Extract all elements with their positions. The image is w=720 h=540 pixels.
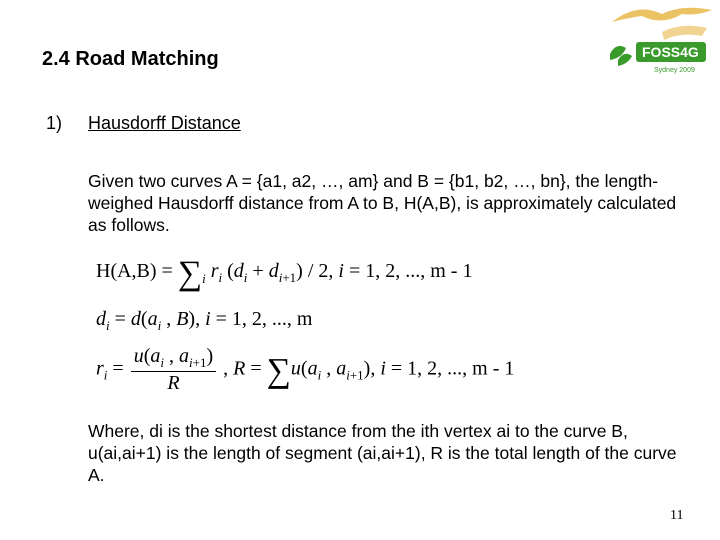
intro-paragraph: Given two curves A = {a1, a2, …, am} and B = {b1, b2, …, bn}, the length-weighed Hausdorff distance from A to B, H(A,B), is approximately calculated as follows. [88, 171, 677, 235]
page-number: 11 [670, 508, 684, 523]
list-number: 1) [46, 113, 63, 133]
svg-text:Sydney 2009: Sydney 2009 [654, 67, 695, 74]
svg-text:FOSS4G: FOSS4G [642, 44, 699, 60]
ratio-formula: $r_i$ = $\frac{u(a_i , a_{i+1})}{R}$ , $R = \sum u(a_i$ , $a_{i+1}$), i = 1, 2, ..., m - 1 [96, 345, 515, 394]
hausdorff-formula: $H(A,B) = \sum_i$ $r_i$ $(d_i + d_{i+1}) / 2$, i = 1, 2, ..., m - 1 [96, 255, 473, 292]
slide-title: 2.4 Road Matching [42, 48, 219, 70]
foss4g-logo [602, 2, 720, 82]
list-heading: Hausdorff Distance [88, 113, 241, 133]
explanation-paragraph: Where, di is the shortest distance from the ith vertex ai to the curve B, u(ai,ai+1) is the length of segment (ai,ai+1), R is the total length of the curve A. [88, 421, 677, 485]
distance-formula: $d_i = d(a_i$ , B), i = 1, 2, ..., m [96, 308, 313, 333]
